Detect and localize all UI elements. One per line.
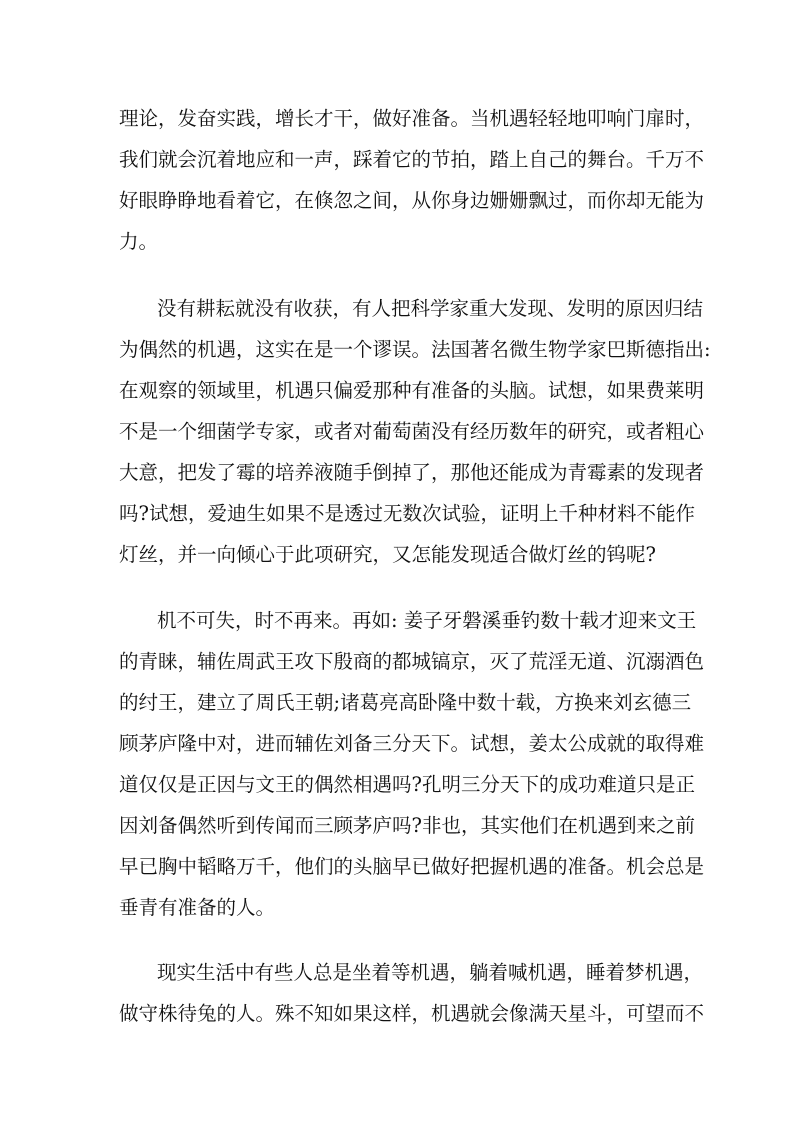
text-line: 早已胸中韬略万千，他们的头脑早已做好把握机遇的准备。机会总是 bbox=[119, 855, 705, 878]
text-line: 好眼睁睁地看着它，在倏忽之间，从你身边姗姗飘过，而你却无能为 bbox=[119, 189, 705, 212]
text-line: 在观察的领域里，机遇只偏爱那种有准备的头脑。试想，如果费莱明 bbox=[119, 379, 705, 402]
text-line: 做守株待兔的人。殊不知如果这样，机遇就会像满天星斗，可望而不 bbox=[119, 1002, 705, 1025]
text-line: 我们就会沉着地应和一声，踩着它的节拍，踏上自己的舞台。千万不 bbox=[119, 148, 705, 171]
text-line: 的青睐，辅佐周武王攻下殷商的都城镐京，灭了荒淫无道、沉溺酒色 bbox=[119, 650, 705, 673]
text-line: 的纣王，建立了周氏王朝;诸葛亮高卧隆中数十载，方换来刘玄德三 bbox=[119, 691, 692, 714]
paragraph-first-line: 现实生活中有些人总是坐着等机遇，躺着喊机遇，睡着梦机遇， bbox=[157, 961, 704, 984]
text-line: 理论，发奋实践，增长才干，做好准备。当机遇轻轻地叩响门扉时， bbox=[119, 107, 705, 130]
text-line: 道仅仅是正因与文王的偶然相遇吗?孔明三分天下的成功难道只是正 bbox=[119, 773, 695, 796]
text-line: 因刘备偶然听到传闻而三顾茅庐吗?非也，其实他们在机遇到来之前 bbox=[119, 814, 695, 837]
text-line: 为偶然的机遇，这实在是一个谬误。法国著名微生物学家巴斯德指出: bbox=[119, 338, 711, 361]
text-line: 吗?试想，爱迪生如果不是透过无数次试验，证明上千种材料不能作 bbox=[119, 502, 695, 525]
text-line: 不是一个细菌学专家，或者对葡萄菌没有经历数年的研究，或者粗心 bbox=[119, 420, 705, 443]
text-line: 大意，把发了霉的培养液随手倒掉了，那他还能成为青霉素的发现者 bbox=[119, 461, 705, 484]
text-line: 灯丝，并一向倾心于此项研究，又怎能发现适合做灯丝的钨呢? bbox=[119, 543, 656, 566]
text-line: 力。 bbox=[119, 230, 159, 253]
text-line: 顾茅庐隆中对，进而辅佐刘备三分天下。试想，姜太公成就的取得难 bbox=[119, 732, 705, 755]
paragraph-first-line: 没有耕耘就没有收获，有人把科学家重大发现、发明的原因归结 bbox=[157, 297, 704, 320]
text-line: 垂青有准备的人。 bbox=[119, 896, 276, 919]
paragraph-first-line: 机不可失，时不再来。再如: 姜子牙磐溪垂钓数十载才迎来文王 bbox=[157, 609, 697, 632]
